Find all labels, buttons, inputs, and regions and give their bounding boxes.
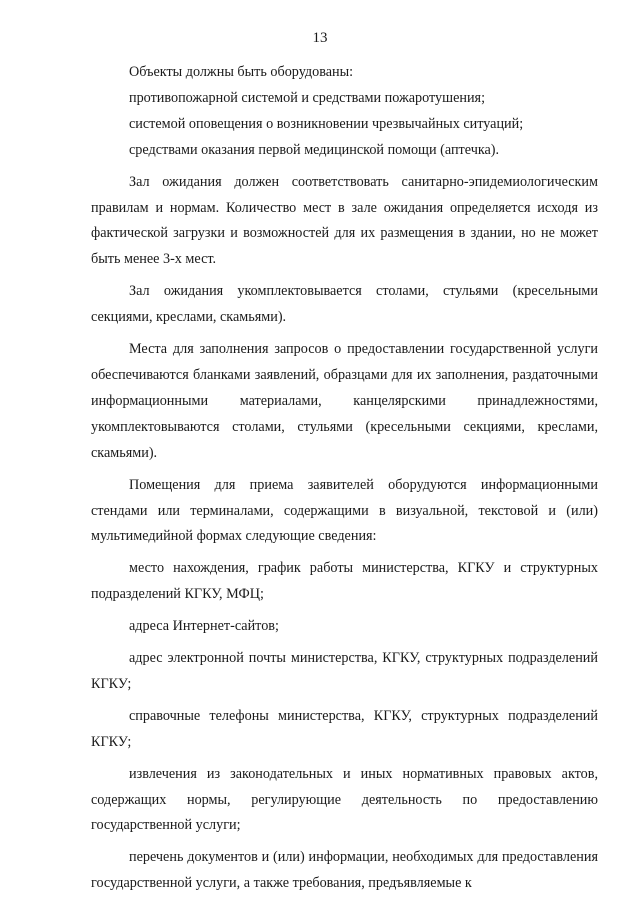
page-body — [91, 60, 598, 897]
list-item-phones: справочные телефоны министерства, КГКУ, структурных подразделений КГКУ; — [91, 707, 598, 750]
page-number: 13 — [312, 30, 328, 46]
list-item-emergency-alert: системой оповещения о возникновении чрезвычайных ситуаций; — [129, 115, 524, 132]
list-item-email: адрес электронной почты министерства, КГКУ, структурных подразделений КГКУ; — [91, 650, 598, 692]
list-item-documents: перечень документов и (или) информации, необходимых для предоставления государственной услуги, а также требования, предъявляемые к — [91, 849, 598, 892]
list-item-websites: адреса Интернет-сайтов; — [129, 618, 279, 635]
paragraph-waiting-hall-furniture: Зал ожидания укомплектовывается столами, стульями (кресельными секциями, креслами, скамьями). — [91, 283, 598, 326]
list-item-legal-extracts: извлечения из законодательных и иных нормативных правовых актов, содержащих нормы, регулирующие деятельность по предоставлению государственной услуги; — [91, 765, 598, 834]
paragraph-waiting-hall-norms: Зал ожидания должен соответствовать санитарно-эпидемиологическим правилам и нормам. Количество мест в зале ожидания определяется исходя из фактической загрузки и возможностей для их размещения в здании, но не может быть менее 3-х мест. — [91, 173, 598, 268]
list-item-first-aid: средствами оказания первой медицинской помощи (аптечка). — [129, 141, 500, 158]
paragraph-objects-equipment: Объекты должны быть оборудованы: — [129, 64, 354, 80]
list-item-location-schedule: место нахождения, график работы министерства, КГКУ и структурных подразделений КГКУ, МФЦ; — [91, 560, 598, 603]
paragraph-request-places: Места для заполнения запросов о предоставлении государственной услуги обеспечиваются бланками заявлений, образцами для их заполнения, раздаточными информационными материалами, канцелярскими принадлежностями, укомплектовываются столами, стульями (кресельными секциями, креслами, скамьями). — [91, 341, 598, 461]
paragraph-info-stands: Помещения для приема заявителей оборудуются информационными стендами или терминалами, содержащими в визуальной, текстовой и (или) мультимедийной формах следующие сведения: — [91, 476, 598, 545]
list-item-fire-system: противопожарной системой и средствами пожаротушения; — [129, 89, 486, 106]
